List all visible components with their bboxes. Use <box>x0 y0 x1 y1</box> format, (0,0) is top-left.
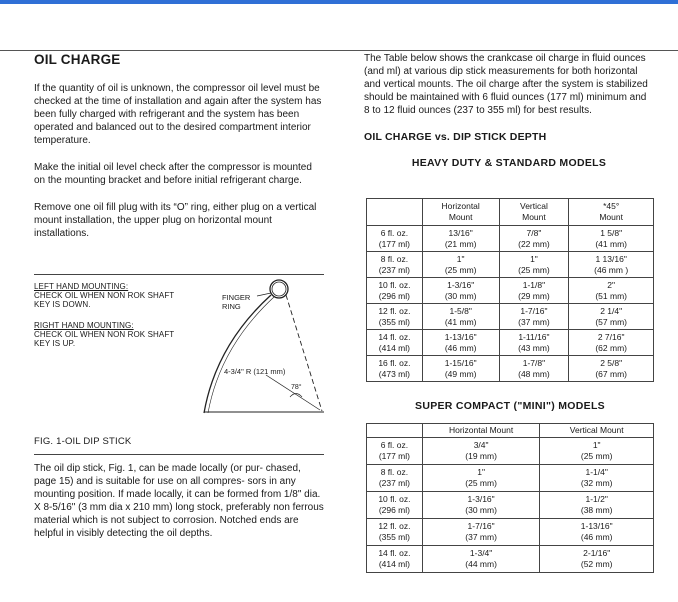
horizontal-depth-cell: 1" (25 mm) <box>422 465 540 492</box>
oil-volume-cell: 6 fl. oz. (177 ml) <box>367 438 423 465</box>
table-row <box>367 465 654 492</box>
header-vertical: Vertical Mount <box>499 199 569 226</box>
diagonal-depth-cell: 2 1/4" (57 mm) <box>569 304 654 330</box>
oil-volume-cell: 10 fl. oz. (296 ml) <box>367 278 423 304</box>
horizontal-depth-cell: 13/16" (21 mm) <box>422 226 499 252</box>
table-row <box>367 438 654 465</box>
dip-stick-curve <box>204 295 271 413</box>
header-horizontal: Horizontal Mount <box>422 199 499 226</box>
top-accent-bar <box>0 0 678 4</box>
oil-volume-cell: 14 fl. oz. (414 ml) <box>367 546 423 573</box>
vertical-depth-cell: 1-13/16" (46 mm) <box>540 519 654 546</box>
right-mount-title: RIGHT HAND MOUNTING: <box>34 321 134 330</box>
horizontal-depth-cell: 1" (25 mm) <box>422 252 499 278</box>
horizontal-depth-cell: 1-3/4" (44 mm) <box>422 546 540 573</box>
vertical-depth-cell: 1" (25 mm) <box>540 438 654 465</box>
horizontal-depth-cell: 1-3/16" (30 mm) <box>422 492 540 519</box>
paragraph-table-intro: The Table below shows the crankcase oil charge in fluid ounces (and ml) at various dip stick measurements for both horizontal and vertical mounts. The oil charge after the system is stabilized should be maintained with 6 fluid ounces (177 ml) minimum and 8 to 12 fluid ounces (237 to 355 ml) for best results. <box>364 53 648 116</box>
table-row <box>367 278 654 304</box>
table-row <box>367 546 654 573</box>
vertical-depth-cell: 7/8" (22 mm) <box>499 226 569 252</box>
right-mount-line2: KEY IS UP. <box>34 339 76 348</box>
left-mount-title: LEFT HAND MOUNTING: <box>34 282 129 291</box>
dip-stick-drawing <box>34 275 324 435</box>
figure-caption: FIG. 1-OIL DIP STICK <box>34 436 132 447</box>
finger-ring-label <box>222 293 250 311</box>
left-mount-line1: CHECK OIL WHEN NON ROK SHAFT <box>34 291 175 300</box>
table-row <box>367 519 654 546</box>
header-vertical: Vertical Mount <box>540 424 654 438</box>
right-column <box>364 52 654 169</box>
super-compact-heading: SUPER COMPACT ("MINI") MODELS <box>415 400 605 412</box>
oil-volume-cell: 16 fl. oz. (473 ml) <box>367 356 423 382</box>
table-row <box>367 492 654 519</box>
oil-volume-cell: 14 fl. oz. (414 ml) <box>367 330 423 356</box>
diagonal-depth-cell: 1 13/16" (46 mm ) <box>569 252 654 278</box>
paragraph-dip-stick-info: The oil dip stick, Fig. 1, can be made locally (or pur- chased, page 15) and is suitable for use on all compres- sors in any mounting position. If made locally, it can be formed from 1/8" dia. X 8-5/16" (3 mm dia x 210 mm) long stock, preferably non ferrous material which is not subject to corrosion. Notched ends are helpful in visibly detecting the oil depths. <box>34 463 324 539</box>
oil-volume-cell: 6 fl. oz. (177 ml) <box>367 226 423 252</box>
vertical-depth-cell: 1-7/16" (37 mm) <box>499 304 569 330</box>
paragraph-unknown-quantity: If the quantity of oil is unknown, the compressor oil level must be checked at the time of installation and again after the system has been fully charged with refrigerant and the system has been operated and balanced out to the desired compartment interior temperature. <box>34 83 322 146</box>
horizontal-depth-cell: 1-5/8" (41 mm) <box>422 304 499 330</box>
radius-label: 4-3/4" R (121 mm) <box>224 367 286 376</box>
oil-volume-cell: 8 fl. oz. (237 ml) <box>367 465 423 492</box>
empty-header-cell <box>367 424 423 438</box>
table-header-row <box>367 199 654 226</box>
right-mount-line1: CHECK OIL WHEN NON ROK SHAFT <box>34 330 175 339</box>
heavy-duty-table <box>366 198 654 382</box>
table-row <box>367 356 654 382</box>
vertical-depth-cell: 1-1/4" (32 mm) <box>540 465 654 492</box>
heavy-duty-heading: HEAVY DUTY & STANDARD MODELS <box>411 157 607 169</box>
horizontal-depth-cell: 1-3/16" (30 mm) <box>422 278 499 304</box>
dip-stick-figure <box>34 274 324 455</box>
angle-label: 78° <box>291 384 302 391</box>
empty-header-cell <box>367 199 423 226</box>
horizontal-depth-cell: 1-15/16" (49 mm) <box>422 356 499 382</box>
table-row <box>367 252 654 278</box>
table-header-row <box>367 424 654 438</box>
vertical-depth-cell: 1-7/8" (48 mm) <box>499 356 569 382</box>
finger-label-line2: RING <box>222 302 241 311</box>
left-column <box>34 52 324 240</box>
horizontal-depth-cell: 1-13/16" (46 mm) <box>422 330 499 356</box>
header-45-degree: *45° Mount <box>569 199 654 226</box>
header-horizontal: Horizontal Mount <box>422 424 540 438</box>
super-compact-table <box>366 423 654 573</box>
paragraph-remove-plug: Remove one oil fill plug with its “O” ring, either plug on a vertical mount installation, the upper plug on horizontal mount installations. <box>34 202 317 239</box>
oil-volume-cell: 12 fl. oz. (355 ml) <box>367 304 423 330</box>
table-row <box>367 304 654 330</box>
vertical-depth-cell: 1-11/16" (43 mm) <box>499 330 569 356</box>
table-row <box>367 226 654 252</box>
page-title: OIL CHARGE <box>34 52 121 67</box>
finger-ring-shape <box>270 280 288 298</box>
oil-volume-cell: 8 fl. oz. (237 ml) <box>367 252 423 278</box>
diagonal-depth-cell: 2 5/8" (67 mm) <box>569 356 654 382</box>
vertical-depth-cell: 1-1/2" (38 mm) <box>540 492 654 519</box>
left-mount-line2: KEY IS DOWN. <box>34 300 91 309</box>
finger-label-line1: FINGER <box>222 293 251 302</box>
vertical-depth-cell: 1" (25 mm) <box>499 252 569 278</box>
table-row <box>367 330 654 356</box>
paragraph-initial-check: Make the initial oil level check after the compressor is mounted on the mounting bracket and before initial refrigerant charge. <box>34 162 312 186</box>
vertical-depth-cell: 1-1/8" (29 mm) <box>499 278 569 304</box>
header-rule <box>0 50 678 51</box>
diagonal-depth-cell: 2 7/16" (62 mm) <box>569 330 654 356</box>
section-heading: OIL CHARGE vs. DIP STICK DEPTH <box>364 131 547 143</box>
horizontal-depth-cell: 1-7/16" (37 mm) <box>422 519 540 546</box>
oil-volume-cell: 12 fl. oz. (355 ml) <box>367 519 423 546</box>
oil-volume-cell: 10 fl. oz. (296 ml) <box>367 492 423 519</box>
vertical-depth-cell: 2-1/16" (52 mm) <box>540 546 654 573</box>
diagonal-depth-cell: 1 5/8" (41 mm) <box>569 226 654 252</box>
diagonal-depth-cell: 2" (51 mm) <box>569 278 654 304</box>
horizontal-depth-cell: 3/4" (19 mm) <box>422 438 540 465</box>
